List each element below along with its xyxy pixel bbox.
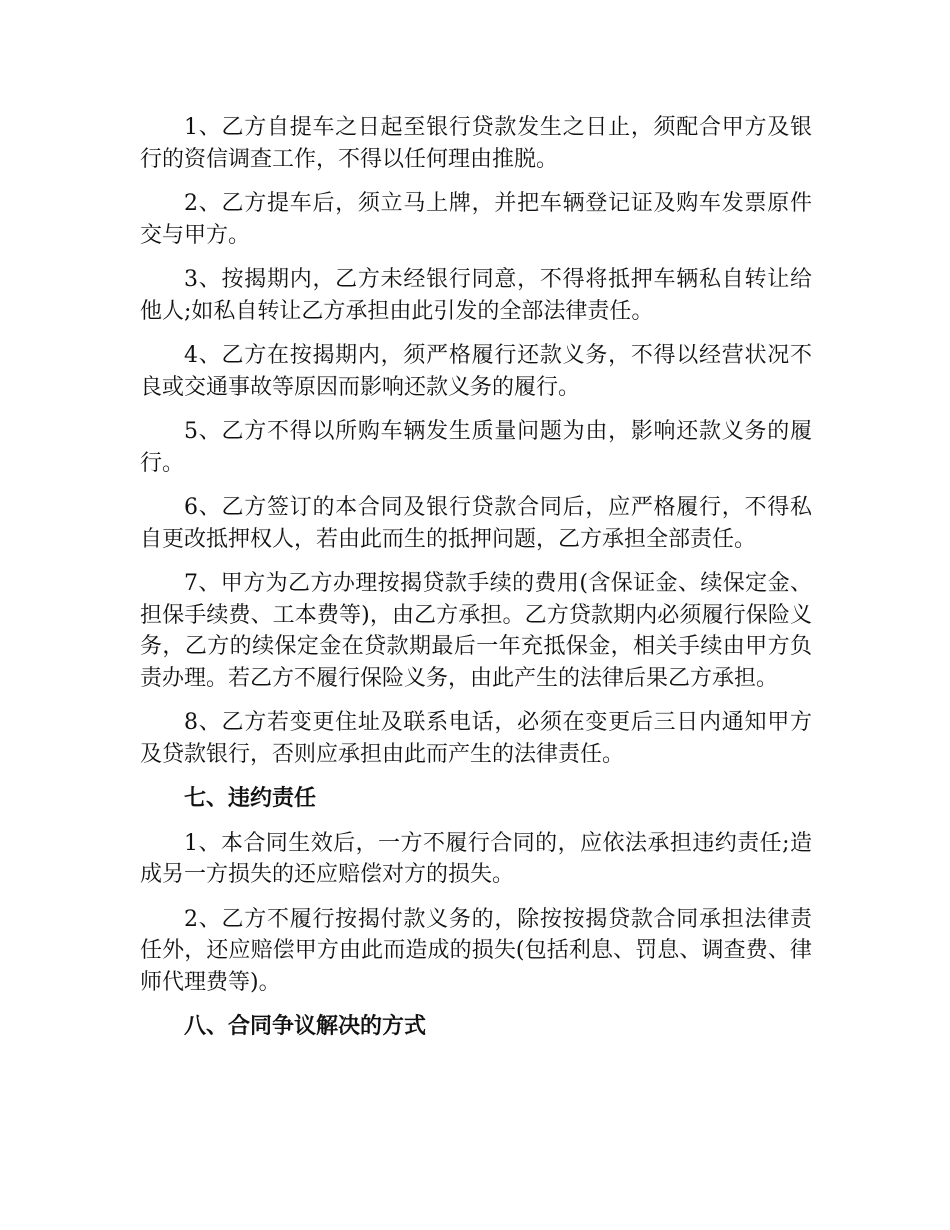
breach-paragraph-2: 2、乙方不履行按揭付款义务的，除按按揭贷款合同承担法律责任外，还应赔偿甲方由此而造成的损失(包括利息、罚息、调查费、律师代理费等)。 bbox=[140, 906, 812, 995]
section-heading-dispute-resolution: 八、合同争议解决的方式 bbox=[184, 1013, 427, 1039]
clause-paragraph-3: 3、按揭期内，乙方未经银行同意，不得将抵押车辆私自转让给他人;如私自转让乙方承担由此引发的全部法律责任。 bbox=[140, 267, 812, 324]
clause-paragraph-8: 8、乙方若变更住址及联系电话，必须在变更后三日内通知甲方及贷款银行，否则应承担由此而产生的法律责任。 bbox=[140, 710, 812, 767]
section-heading-breach-liability: 七、违约责任 bbox=[184, 785, 317, 811]
clause-paragraph-1: 1、乙方自提车之日起至银行贷款发生之日止，须配合甲方及银行的资信调查工作，不得以任何理由推脱。 bbox=[140, 115, 812, 172]
document-page bbox=[140, 112, 812, 1056]
clause-paragraph-2: 2、乙方提车后，须立马上牌，并把车辆登记证及购车发票原件交与甲方。 bbox=[140, 191, 812, 248]
clause-paragraph-6: 6、乙方签订的本合同及银行贷款合同后，应严格履行，不得私自更改抵押权人，若由此而生的抵押问题，乙方承担全部责任。 bbox=[140, 495, 812, 552]
clause-paragraph-7: 7、甲方为乙方办理按揭贷款手续的费用(含保证金、续保定金、担保手续费、工本费等)，由乙方承担。乙方贷款期内必须履行保险义务，乙方的续保定金在贷款期最后一年充抵保金，相关手续由甲方负责办理。若乙方不履行保险义务，由此产生的法律后果乙方承担。 bbox=[140, 571, 812, 691]
clause-paragraph-5: 5、乙方不得以所购车辆发生质量问题为由，影响还款义务的履行。 bbox=[140, 419, 812, 476]
breach-paragraph-1: 1、本合同生效后，一方不履行合同的，应依法承担违约责任;造成另一方损失的还应赔偿对方的损失。 bbox=[140, 830, 812, 887]
clause-paragraph-4: 4、乙方在按揭期内，须严格履行还款义务，不得以经营状况不良或交通事故等原因而影响还款义务的履行。 bbox=[140, 343, 812, 400]
